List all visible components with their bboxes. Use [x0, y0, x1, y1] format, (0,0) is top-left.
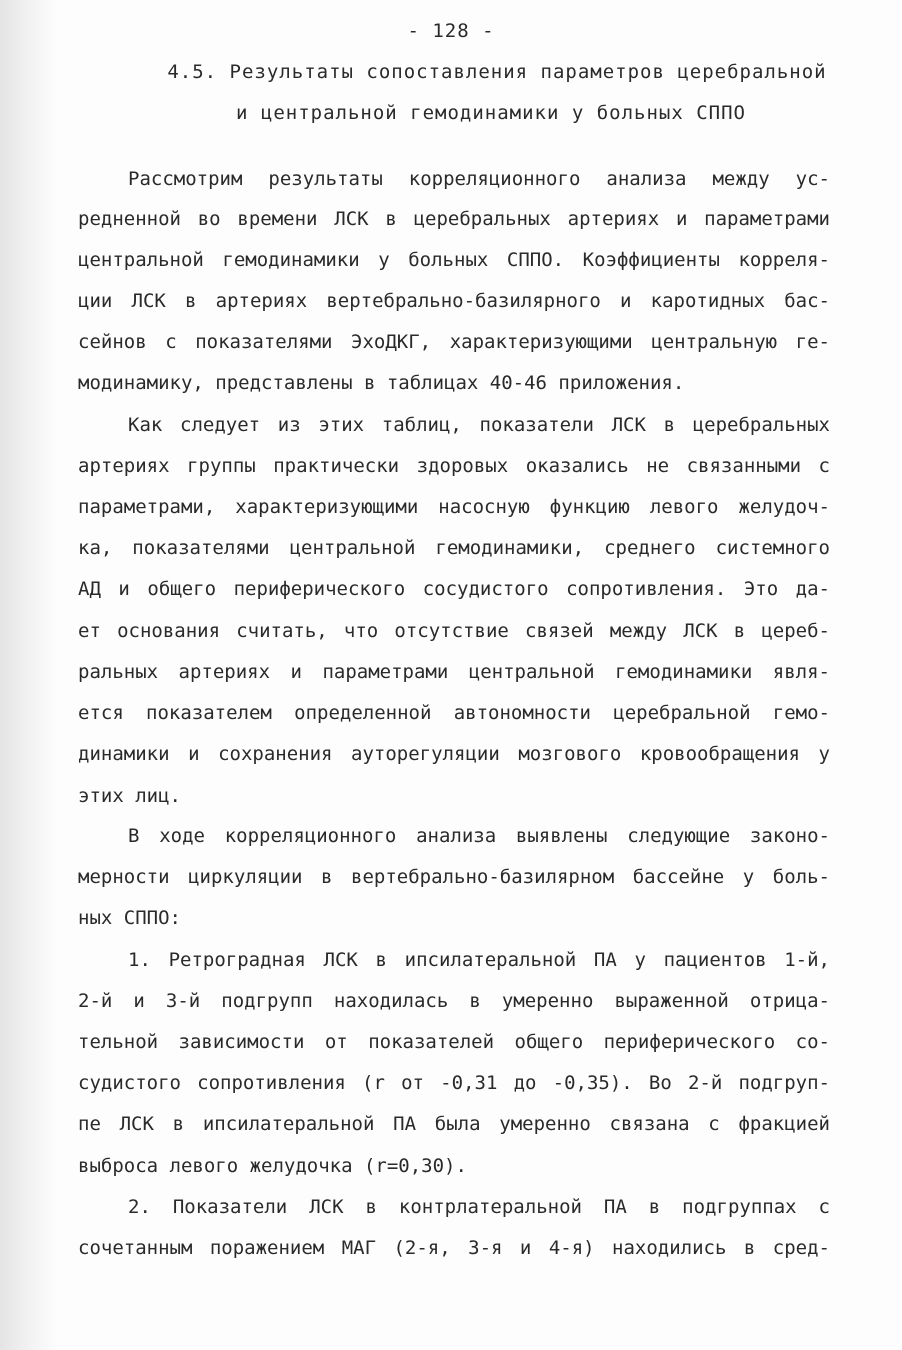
text-line: этих лиц. [78, 785, 181, 807]
text-line: модинамику, представлены в таблицах 40-46 приложения. [78, 372, 685, 394]
section-heading-line-2: и центральной гемодинамики у больных СППО [236, 102, 746, 124]
text-line: динамики и сохранения ауторегуляции мозгового кровообращения у [78, 743, 830, 765]
text-line: мерности циркуляции в вертебрально-базилярном бассейне у боль- [78, 866, 830, 888]
text-line: Как следует из этих таблиц, показатели ЛСК в церебральных [128, 414, 830, 436]
scan-shadow-edge [0, 0, 58, 1350]
section-heading-line-1: 4.5. Результаты сопоставления параметров церебральной [167, 61, 827, 83]
text-line: ральных артериях и параметрами центральной гемодинамики явля- [78, 661, 830, 683]
text-line: ка, показателями центральной гемодинамики, среднего системного [78, 537, 830, 559]
text-line: В ходе корреляционного анализа выявлены следующие законо- [128, 825, 830, 847]
text-line: 2. Показатели ЛСК в контрлатеральной ПА в подгруппах с [128, 1196, 830, 1218]
text-line: Рассмотрим результаты корреляционного анализа между ус- [128, 168, 830, 190]
text-line: сочетанным поражением МАГ (2-я, 3-я и 4-я) находились в сред- [78, 1237, 830, 1259]
text-line: 1. Ретроградная ЛСК в ипсилатеральной ПА у пациентов 1-й, [128, 949, 830, 971]
text-line: центральной гемодинамики у больных СППО. Коэффициенты корреля- [78, 249, 830, 271]
text-line: 2-й и 3-й подгрупп находилась в умеренно выраженной отрица- [78, 990, 830, 1012]
text-line: судистого сопротивления (r от -0,31 до -0,35). Во 2-й подгруп- [78, 1072, 830, 1094]
text-line: сейнов с показателями ЭхоДКГ, характеризующими центральную ге- [78, 331, 830, 353]
text-line: АД и общего периферического сосудистого сопротивления. Это да- [78, 578, 830, 600]
text-line: ется показателем определенной автономности церебральной гемо- [78, 702, 830, 724]
text-line: ных СППО: [78, 907, 181, 929]
text-line: редненной во времени ЛСК в церебральных артериях и параметрами [78, 208, 830, 230]
text-line: пе ЛСК в ипсилатеральной ПА была умеренно связана с фракцией [78, 1113, 830, 1135]
text-line: артериях группы практически здоровых оказались не связанными с [78, 455, 830, 477]
text-line: параметрами, характеризующими насосную функцию левого желудоч- [78, 496, 830, 518]
text-line: выброса левого желудочка (r=0,30). [78, 1155, 467, 1177]
text-line: тельной зависимости от показателей общего периферического со- [78, 1031, 830, 1053]
page-number: - 128 - [407, 20, 495, 42]
text-line: ции ЛСК в артериях вертебрально-базилярного и каротидных бас- [78, 290, 830, 312]
text-line: ет основания считать, что отсутствие связей между ЛСК в цереб- [78, 620, 830, 642]
